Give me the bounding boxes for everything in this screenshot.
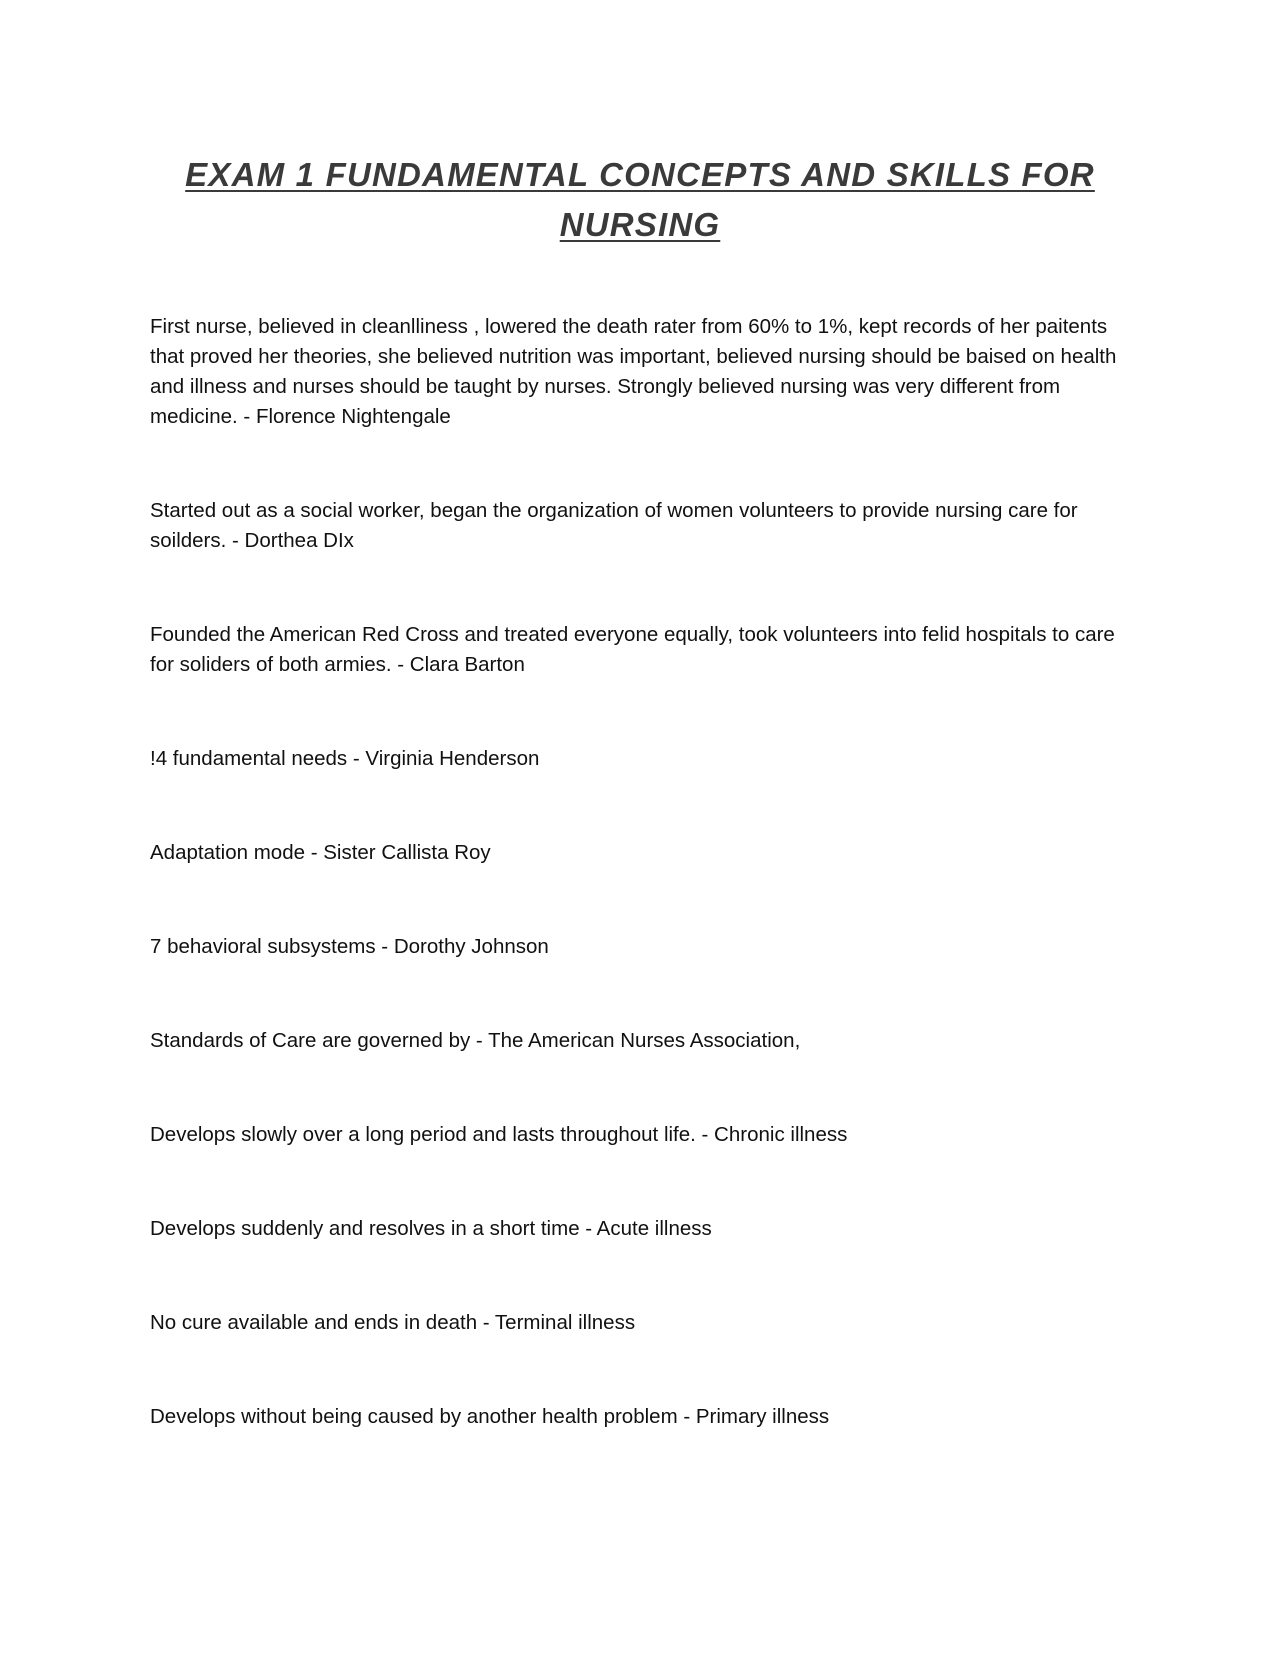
document-title: EXAM 1 FUNDAMENTAL CONCEPTS AND SKILLS FOR NURSING [185,156,1095,243]
entry-dorthea-dix: Started out as a social worker, began the organization of women volunteers to provide nursing care for soilders. - Dorthea DIx [150,499,1078,552]
entry-acute-illness: Develops suddenly and resolves in a short time - Acute illness [150,1217,712,1240]
entries-list [150,312,1130,1432]
entry-florence-nightengale: First nurse, believed in cleanlliness , lowered the death rater from 60% to 1%, kept records of her paitents that proved her theories, she believed nutrition was important, believed nursing should be baised on health and illness and nurses should be taught by nurses. Strongly believed nursing was very different from medicine. - Florence Nightengale [150,315,1117,428]
entry-chronic-illness: Develops slowly over a long period and lasts throughout life. - Chronic illness [150,1123,848,1146]
entry-dorothy-johnson: 7 behavioral subsystems - Dorothy Johnson [150,935,549,958]
entry-primary-illness: Develops without being caused by another health problem - Primary illness [150,1405,830,1428]
entry-sister-callista-roy: Adaptation mode - Sister Callista Roy [150,841,491,864]
entry-clara-barton: Founded the American Red Cross and treated everyone equally, took volunteers into felid hospitals to care for soliders of both armies. - Clara Barton [150,623,1115,676]
entry-terminal-illness: No cure available and ends in death - Terminal illness [150,1311,636,1334]
entry-american-nurses-association: Standards of Care are governed by - The American Nurses Association, [150,1029,801,1052]
entry-virginia-henderson: !4 fundamental needs - Virginia Henderson [150,747,540,770]
